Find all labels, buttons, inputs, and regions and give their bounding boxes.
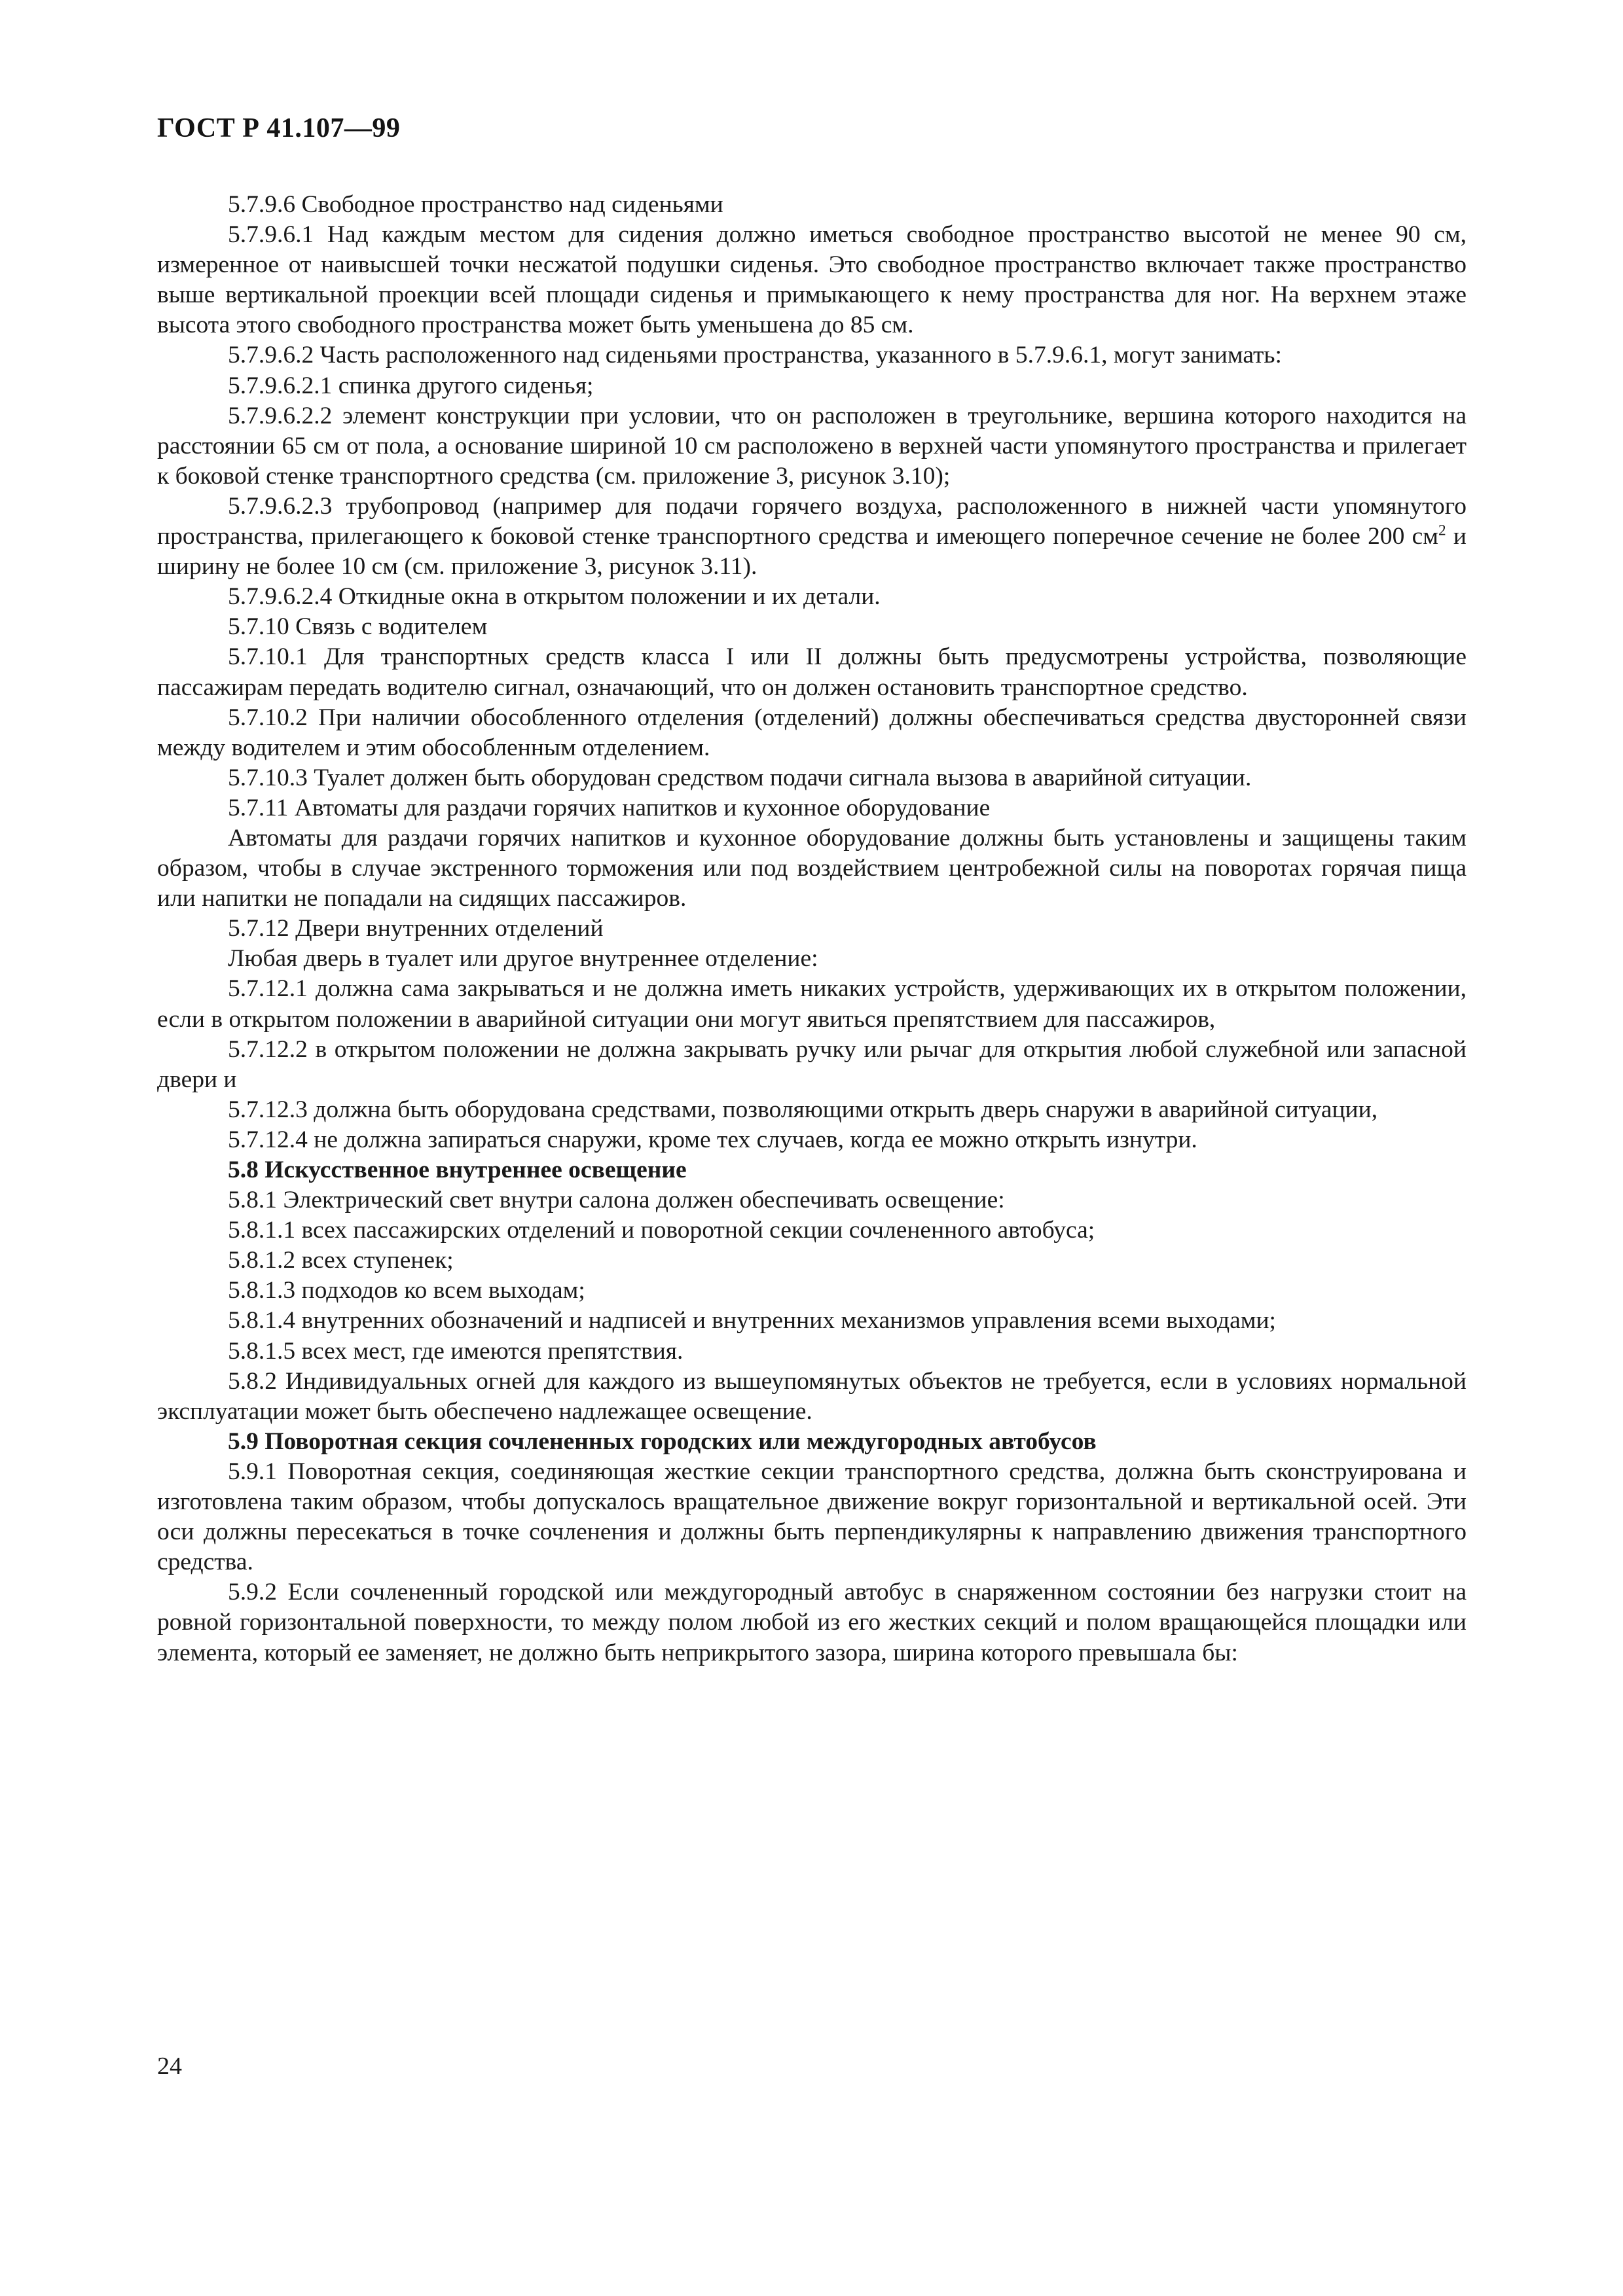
- clause-5-7-9-6-2: 5.7.9.6.2 Часть расположенного над сиденьями пространства, указанного в 5.7.9.6.1, могут занимать:: [228, 342, 1282, 369]
- clause-5-7-12-1: 5.7.12.1 должна сама закрываться и не должна иметь никаких устройств, удерживающих их в открытом положении, если в открытом положении в аварийной ситуации они могут явиться препятствием для пассажиров,: [157, 975, 1467, 1033]
- clause-5-7-9-6-2-3: [157, 492, 1467, 582]
- clause-5-8-1-2: 5.8.1.2 всех ступенек;: [228, 1247, 454, 1274]
- clause-5-7-9-6-1: 5.7.9.6.1 Над каждым местом для сидения должно иметься свободное пространство высотой не менее 90 см, измеренное от наивысшей точки несжатой подушки сиденья. Это свободное пространство включает также пространство выше вертикальной проекции всей площади сиденья и примыкающего к нему пространства для ног. На верхнем этаже высота этого свободного пространства может быть уменьшена до 85 см.: [157, 221, 1467, 339]
- clause-5-7-12-4: 5.7.12.4 не должна запираться снаружи, кроме тех случаев, когда ее можно открыть изнутри.: [228, 1126, 1197, 1153]
- clause-5-7-12-3: 5.7.12.3 должна быть оборудована средствами, позволяющими открыть дверь снаружи в аварийной ситуации,: [228, 1096, 1378, 1123]
- section-heading-5-9: 5.9 Поворотная секция сочлененных городских или междугородных автобусов: [228, 1427, 1097, 1455]
- clause-5-7-12-intro: Любая дверь в туалет или другое внутреннее отделение:: [228, 945, 818, 973]
- clause-text-before-sup: 5.7.9.6.2.3 трубопровод (например для подачи горячего воздуха, расположенного в нижней части упомянутого пространства, прилегающего к боковой стенке транспортного средства и имеющего поперечное сечение не более 200 см: [157, 492, 1467, 550]
- clause-5-7-10-2: 5.7.10.2 При наличии обособленного отделения (отделений) должны обеспечиваться средства двусторонней связи между водителем и этим обособленным отделением.: [157, 704, 1467, 761]
- clause-5-8-1: 5.8.1 Электрический свет внутри салона должен обеспечивать освещение:: [228, 1187, 1005, 1214]
- clause-5-8-1-1: 5.8.1.1 всех пассажирских отделений и поворотной секции сочлененного автобуса;: [228, 1217, 1095, 1244]
- clause-5-8-1-3: 5.8.1.3 подходов ко всем выходам;: [228, 1277, 585, 1304]
- clause-5-7-12-2: 5.7.12.2 в открытом положении не должна закрывать ручку или рычаг для открытия любой служебной или запасной двери и: [157, 1035, 1467, 1093]
- clause-5-7-11: 5.7.11 Автоматы для раздачи горячих напитков и кухонное оборудование: [228, 794, 991, 821]
- clause-5-8-1-4: 5.8.1.4 внутренних обозначений и надписей и внутренних механизмов управления всеми выходами;: [228, 1307, 1276, 1335]
- clause-5-7-9-6: 5.7.9.6 Свободное пространство над сиденьями: [228, 191, 723, 218]
- clause-5-7-9-6-2-2: 5.7.9.6.2.2 элемент конструкции при условии, что он расположен в треугольнике, вершина которого находится на расстоянии 65 см от пола, а основание шириной 10 см расположено в верхней части упомянутого пространства и прилегает к боковой стенке транспортного средства (см. приложение 3, рисунок 3.10);: [157, 402, 1467, 490]
- clause-text-after-sup: и ширину не более 10 см (см. приложение 3, рисунок 3.11).: [157, 523, 1467, 581]
- clause-5-7-9-6-2-1: 5.7.9.6.2.1 спинка другого сиденья;: [228, 372, 594, 399]
- clause-5-9-2: 5.9.2 Если сочлененный городской или междугородный автобус в снаряженном состоянии без нагрузки стоит на ровной горизонтальной поверхности, то между полом любой из его жестких секций и полом вращающейся площадки или элемента, который ее заменяет, не должно быть неприкрытого зазора, ширина которого превышала бы:: [157, 1579, 1467, 1666]
- clause-5-7-10: 5.7.10 Связь с водителем: [228, 613, 488, 641]
- clause-5-8-1-5: 5.8.1.5 всех мест, где имеются препятствия.: [228, 1337, 684, 1365]
- clause-5-7-9-6-2-4: 5.7.9.6.2.4 Откидные окна в открытом положении и их детали.: [228, 583, 881, 611]
- superscript-exponent: 2: [1438, 522, 1446, 539]
- clause-5-9-1: 5.9.1 Поворотная секция, соединяющая жесткие секции транспортного средства, должна быть сконструирована и изготовлена таким образом, чтобы допускалось вращательное движение вокруг горизонтальной и вертикальной осей. Эти оси должны пересекаться в точке сочленения и должны быть перпендикулярны к направлению движения транспортного средства.: [157, 1458, 1467, 1576]
- clause-5-7-12: 5.7.12 Двери внутренних отделений: [228, 915, 604, 942]
- document-body: [157, 190, 1467, 1668]
- section-heading-5-8: 5.8 Искусственное внутреннее освещение: [228, 1157, 687, 1183]
- clause-5-7-10-1: 5.7.10.1 Для транспортных средств класса I или II должны быть предусмотрены устройства, позволяющие пассажирам передать водителю сигнал, означающий, что он должен остановить транспортное средство.: [157, 643, 1467, 701]
- document-code-header: ГОСТ Р 41.107—99: [157, 113, 401, 143]
- clause-5-7-10-3: 5.7.10.3 Туалет должен быть оборудован средством подачи сигнала вызова в аварийной ситуации.: [228, 764, 1252, 791]
- page-number: 24: [157, 2053, 182, 2080]
- clause-5-7-11-text: Автоматы для раздачи горячих напитков и кухонное оборудование должны быть установлены и защищены таким образом, чтобы в случае экстренного торможения или под воздействием центробежной силы на поворотах горячая пища или напитки не попадали на сидящих пассажиров.: [157, 824, 1467, 912]
- clause-5-8-2: 5.8.2 Индивидуальных огней для каждого из вышеупомянутых объектов не требуется, если в условиях нормальной эксплуатации может быть обеспечено надлежащее освещение.: [157, 1367, 1467, 1425]
